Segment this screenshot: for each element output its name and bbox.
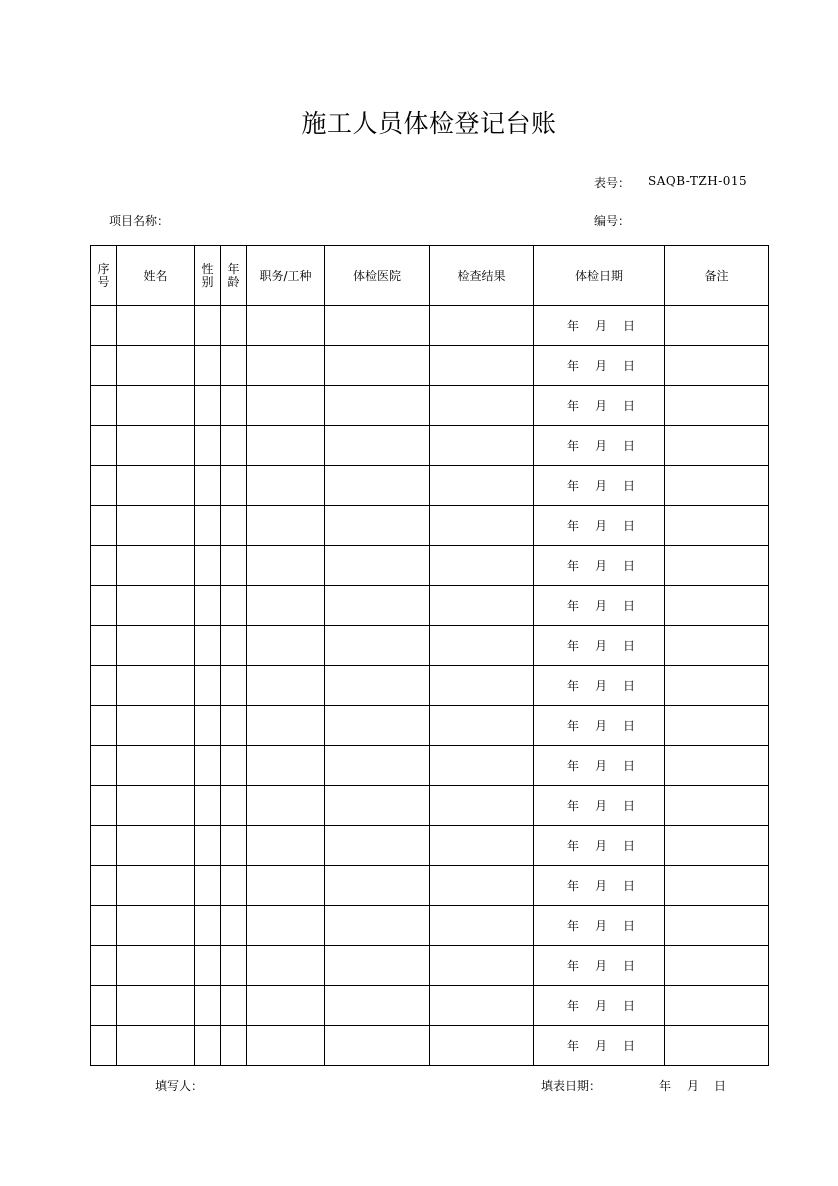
table-row bbox=[91, 346, 769, 386]
header-gender: 性别 bbox=[195, 246, 221, 306]
cell-remarks bbox=[665, 546, 769, 586]
date-part-day: 日 bbox=[623, 519, 636, 533]
date-part-month: 月 bbox=[594, 439, 607, 453]
table-row bbox=[91, 546, 769, 586]
cell-remarks bbox=[665, 906, 769, 946]
cell-position bbox=[247, 386, 325, 426]
cell-name bbox=[117, 626, 195, 666]
cell-result bbox=[430, 386, 534, 426]
cell-check-date bbox=[534, 506, 665, 546]
cell-name bbox=[117, 706, 195, 746]
cell-result bbox=[430, 306, 534, 346]
date-part-month: 月 bbox=[594, 679, 607, 693]
date-part-month: 月 bbox=[594, 999, 607, 1013]
cell-result bbox=[430, 826, 534, 866]
date-part-year: 年 bbox=[566, 919, 579, 933]
date-part-day: 日 bbox=[623, 439, 636, 453]
table-row bbox=[91, 706, 769, 746]
header-name: 姓名 bbox=[117, 246, 195, 306]
cell-hospital bbox=[325, 906, 430, 946]
cell-name bbox=[117, 586, 195, 626]
cell-remarks bbox=[665, 666, 769, 706]
cell-name bbox=[117, 826, 195, 866]
cell-position bbox=[247, 346, 325, 386]
cell-check-date bbox=[534, 706, 665, 746]
date-part-month: 月 bbox=[594, 719, 607, 733]
date-part-day: 日 bbox=[623, 959, 636, 973]
health-check-register-table bbox=[90, 245, 769, 1066]
cell-result bbox=[430, 586, 534, 626]
date-part-day: 日 bbox=[623, 479, 636, 493]
cell-remarks bbox=[665, 706, 769, 746]
cell-serial bbox=[91, 306, 117, 346]
cell-gender bbox=[195, 586, 221, 626]
date-part-day: 日 bbox=[623, 359, 636, 373]
cell-gender bbox=[195, 426, 221, 466]
header-hospital: 体检医院 bbox=[325, 246, 430, 306]
cell-remarks bbox=[665, 746, 769, 786]
cell-result bbox=[430, 426, 534, 466]
table-header-row bbox=[91, 246, 769, 306]
header-serial: 序号 bbox=[91, 246, 117, 306]
cell-gender bbox=[195, 706, 221, 746]
cell-position bbox=[247, 546, 325, 586]
cell-position bbox=[247, 666, 325, 706]
cell-check-date bbox=[534, 426, 665, 466]
cell-remarks bbox=[665, 306, 769, 346]
cell-name bbox=[117, 986, 195, 1026]
cell-age bbox=[221, 306, 247, 346]
cell-check-date bbox=[534, 586, 665, 626]
date-part-month: 月 bbox=[594, 559, 607, 573]
cell-serial bbox=[91, 426, 117, 466]
cell-remarks bbox=[665, 786, 769, 826]
filler-label: 填写人： bbox=[155, 1079, 204, 1093]
cell-age bbox=[221, 546, 247, 586]
cell-age bbox=[221, 786, 247, 826]
cell-serial bbox=[91, 826, 117, 866]
cell-age bbox=[221, 386, 247, 426]
cell-name bbox=[117, 546, 195, 586]
cell-hospital bbox=[325, 466, 430, 506]
date-part-year: 年 bbox=[566, 1039, 579, 1053]
cell-result bbox=[430, 1026, 534, 1066]
cell-hospital bbox=[325, 746, 430, 786]
cell-result bbox=[430, 706, 534, 746]
cell-remarks bbox=[665, 626, 769, 666]
cell-position bbox=[247, 826, 325, 866]
date-part-day: 日 bbox=[623, 799, 636, 813]
cell-age bbox=[221, 346, 247, 386]
cell-hospital bbox=[325, 586, 430, 626]
cell-check-date bbox=[534, 1026, 665, 1066]
cell-position bbox=[247, 506, 325, 546]
cell-remarks bbox=[665, 866, 769, 906]
date-part-year: 年 bbox=[566, 359, 579, 373]
fill-date-label: 填表日期： bbox=[541, 1079, 602, 1093]
cell-remarks bbox=[665, 426, 769, 466]
cell-name bbox=[117, 346, 195, 386]
cell-gender bbox=[195, 1026, 221, 1066]
table-row bbox=[91, 666, 769, 706]
cell-hospital bbox=[325, 706, 430, 746]
fill-date-day: 日 bbox=[714, 1079, 727, 1093]
cell-age bbox=[221, 706, 247, 746]
cell-result bbox=[430, 506, 534, 546]
date-part-month: 月 bbox=[594, 599, 607, 613]
date-part-year: 年 bbox=[566, 439, 579, 453]
fill-date-year: 年 bbox=[659, 1079, 672, 1093]
cell-check-date bbox=[534, 746, 665, 786]
cell-result bbox=[430, 746, 534, 786]
cell-name bbox=[117, 866, 195, 906]
cell-position bbox=[247, 466, 325, 506]
cell-serial bbox=[91, 466, 117, 506]
cell-serial bbox=[91, 786, 117, 826]
cell-check-date bbox=[534, 666, 665, 706]
cell-hospital bbox=[325, 866, 430, 906]
header-age: 年龄 bbox=[221, 246, 247, 306]
cell-age bbox=[221, 986, 247, 1026]
cell-position bbox=[247, 306, 325, 346]
cell-result bbox=[430, 986, 534, 1026]
cell-name bbox=[117, 306, 195, 346]
cell-age bbox=[221, 1026, 247, 1066]
date-part-month: 月 bbox=[594, 1039, 607, 1053]
date-part-day: 日 bbox=[623, 719, 636, 733]
cell-name bbox=[117, 1026, 195, 1066]
cell-check-date bbox=[534, 626, 665, 666]
cell-gender bbox=[195, 346, 221, 386]
cell-check-date bbox=[534, 946, 665, 986]
cell-serial bbox=[91, 386, 117, 426]
date-part-day: 日 bbox=[623, 639, 636, 653]
cell-serial bbox=[91, 986, 117, 1026]
fill-date-month: 月 bbox=[687, 1079, 700, 1093]
cell-name bbox=[117, 746, 195, 786]
cell-check-date bbox=[534, 866, 665, 906]
date-part-year: 年 bbox=[566, 399, 579, 413]
cell-serial bbox=[91, 666, 117, 706]
date-part-day: 日 bbox=[623, 1039, 636, 1053]
cell-check-date bbox=[534, 346, 665, 386]
date-part-year: 年 bbox=[566, 759, 579, 773]
table-row bbox=[91, 866, 769, 906]
project-name-label: 项目名称： bbox=[109, 214, 170, 228]
date-part-month: 月 bbox=[594, 519, 607, 533]
cell-check-date bbox=[534, 306, 665, 346]
cell-name bbox=[117, 946, 195, 986]
cell-check-date bbox=[534, 546, 665, 586]
cell-position bbox=[247, 786, 325, 826]
date-part-month: 月 bbox=[594, 359, 607, 373]
header-check-date: 体检日期 bbox=[534, 246, 665, 306]
table-row bbox=[91, 946, 769, 986]
cell-gender bbox=[195, 946, 221, 986]
form-number-label: 表号： bbox=[594, 176, 631, 190]
cell-check-date bbox=[534, 906, 665, 946]
date-part-year: 年 bbox=[566, 559, 579, 573]
cell-check-date bbox=[534, 466, 665, 506]
cell-serial bbox=[91, 946, 117, 986]
date-part-month: 月 bbox=[594, 879, 607, 893]
table-row bbox=[91, 586, 769, 626]
cell-remarks bbox=[665, 466, 769, 506]
table-row bbox=[91, 426, 769, 466]
cell-gender bbox=[195, 746, 221, 786]
cell-hospital bbox=[325, 306, 430, 346]
date-part-month: 月 bbox=[594, 399, 607, 413]
cell-gender bbox=[195, 666, 221, 706]
date-part-day: 日 bbox=[623, 879, 636, 893]
cell-position bbox=[247, 426, 325, 466]
cell-remarks bbox=[665, 1026, 769, 1066]
cell-serial bbox=[91, 546, 117, 586]
table-row bbox=[91, 506, 769, 546]
cell-name bbox=[117, 386, 195, 426]
cell-hospital bbox=[325, 546, 430, 586]
table-row bbox=[91, 986, 769, 1026]
date-part-day: 日 bbox=[623, 999, 636, 1013]
cell-check-date bbox=[534, 986, 665, 1026]
table-row bbox=[91, 626, 769, 666]
table-row bbox=[91, 386, 769, 426]
date-part-day: 日 bbox=[623, 599, 636, 613]
cell-result bbox=[430, 546, 534, 586]
cell-gender bbox=[195, 546, 221, 586]
cell-result bbox=[430, 866, 534, 906]
cell-hospital bbox=[325, 1026, 430, 1066]
cell-gender bbox=[195, 906, 221, 946]
header-position: 职务/工种 bbox=[247, 246, 325, 306]
table-row bbox=[91, 786, 769, 826]
date-part-year: 年 bbox=[566, 719, 579, 733]
cell-gender bbox=[195, 826, 221, 866]
cell-age bbox=[221, 866, 247, 906]
date-part-year: 年 bbox=[566, 679, 579, 693]
cell-name bbox=[117, 506, 195, 546]
cell-result bbox=[430, 946, 534, 986]
cell-gender bbox=[195, 506, 221, 546]
cell-position bbox=[247, 626, 325, 666]
date-part-year: 年 bbox=[566, 999, 579, 1013]
cell-position bbox=[247, 866, 325, 906]
cell-gender bbox=[195, 866, 221, 906]
cell-hospital bbox=[325, 986, 430, 1026]
cell-gender bbox=[195, 386, 221, 426]
table-row bbox=[91, 746, 769, 786]
form-number-value: SAQB-TZH-015 bbox=[648, 174, 748, 188]
date-part-day: 日 bbox=[623, 399, 636, 413]
date-part-month: 月 bbox=[594, 799, 607, 813]
cell-age bbox=[221, 586, 247, 626]
date-part-year: 年 bbox=[566, 519, 579, 533]
date-part-year: 年 bbox=[566, 959, 579, 973]
cell-age bbox=[221, 666, 247, 706]
cell-name bbox=[117, 786, 195, 826]
cell-gender bbox=[195, 626, 221, 666]
cell-result bbox=[430, 626, 534, 666]
cell-result bbox=[430, 666, 534, 706]
cell-position bbox=[247, 946, 325, 986]
cell-serial bbox=[91, 746, 117, 786]
date-part-month: 月 bbox=[594, 759, 607, 773]
cell-position bbox=[247, 1026, 325, 1066]
cell-serial bbox=[91, 506, 117, 546]
cell-result bbox=[430, 786, 534, 826]
cell-check-date bbox=[534, 386, 665, 426]
date-part-month: 月 bbox=[594, 639, 607, 653]
cell-age bbox=[221, 626, 247, 666]
date-part-month: 月 bbox=[594, 839, 607, 853]
cell-position bbox=[247, 746, 325, 786]
date-part-year: 年 bbox=[566, 319, 579, 333]
cell-remarks bbox=[665, 346, 769, 386]
cell-serial bbox=[91, 906, 117, 946]
cell-result bbox=[430, 346, 534, 386]
cell-age bbox=[221, 466, 247, 506]
cell-gender bbox=[195, 306, 221, 346]
cell-position bbox=[247, 706, 325, 746]
cell-hospital bbox=[325, 786, 430, 826]
date-part-year: 年 bbox=[566, 479, 579, 493]
cell-serial bbox=[91, 586, 117, 626]
table-body bbox=[91, 306, 769, 1066]
date-part-month: 月 bbox=[594, 959, 607, 973]
cell-hospital bbox=[325, 386, 430, 426]
cell-hospital bbox=[325, 426, 430, 466]
header-result: 检查结果 bbox=[430, 246, 534, 306]
header-remarks: 备注 bbox=[665, 246, 769, 306]
date-part-year: 年 bbox=[566, 839, 579, 853]
date-part-year: 年 bbox=[566, 639, 579, 653]
cell-name bbox=[117, 426, 195, 466]
cell-age bbox=[221, 506, 247, 546]
date-part-month: 月 bbox=[594, 319, 607, 333]
date-part-day: 日 bbox=[623, 319, 636, 333]
cell-remarks bbox=[665, 826, 769, 866]
cell-name bbox=[117, 666, 195, 706]
cell-remarks bbox=[665, 586, 769, 626]
cell-check-date bbox=[534, 786, 665, 826]
serial-number-label: 编号： bbox=[594, 214, 631, 228]
cell-age bbox=[221, 826, 247, 866]
cell-hospital bbox=[325, 626, 430, 666]
cell-hospital bbox=[325, 826, 430, 866]
cell-hospital bbox=[325, 346, 430, 386]
cell-remarks bbox=[665, 986, 769, 1026]
cell-position bbox=[247, 986, 325, 1026]
cell-age bbox=[221, 426, 247, 466]
cell-remarks bbox=[665, 386, 769, 426]
table-row bbox=[91, 826, 769, 866]
cell-name bbox=[117, 906, 195, 946]
cell-serial bbox=[91, 866, 117, 906]
table-row bbox=[91, 1026, 769, 1066]
cell-hospital bbox=[325, 666, 430, 706]
date-part-year: 年 bbox=[566, 879, 579, 893]
date-part-year: 年 bbox=[566, 799, 579, 813]
cell-remarks bbox=[665, 506, 769, 546]
cell-age bbox=[221, 946, 247, 986]
cell-hospital bbox=[325, 946, 430, 986]
cell-serial bbox=[91, 346, 117, 386]
table-row bbox=[91, 466, 769, 506]
cell-gender bbox=[195, 786, 221, 826]
date-part-year: 年 bbox=[566, 599, 579, 613]
date-part-month: 月 bbox=[594, 479, 607, 493]
cell-position bbox=[247, 906, 325, 946]
page-title: 施工人员体检登记台账 bbox=[301, 109, 557, 138]
date-part-day: 日 bbox=[623, 679, 636, 693]
cell-result bbox=[430, 906, 534, 946]
date-part-day: 日 bbox=[623, 919, 636, 933]
cell-hospital bbox=[325, 506, 430, 546]
date-part-day: 日 bbox=[623, 839, 636, 853]
cell-serial bbox=[91, 706, 117, 746]
cell-position bbox=[247, 586, 325, 626]
cell-age bbox=[221, 746, 247, 786]
cell-serial bbox=[91, 626, 117, 666]
cell-serial bbox=[91, 1026, 117, 1066]
cell-name bbox=[117, 466, 195, 506]
date-part-day: 日 bbox=[623, 759, 636, 773]
cell-gender bbox=[195, 466, 221, 506]
cell-check-date bbox=[534, 826, 665, 866]
cell-age bbox=[221, 906, 247, 946]
date-part-month: 月 bbox=[594, 919, 607, 933]
cell-remarks bbox=[665, 946, 769, 986]
table-row bbox=[91, 906, 769, 946]
table-row bbox=[91, 306, 769, 346]
cell-result bbox=[430, 466, 534, 506]
cell-gender bbox=[195, 986, 221, 1026]
date-part-day: 日 bbox=[623, 559, 636, 573]
